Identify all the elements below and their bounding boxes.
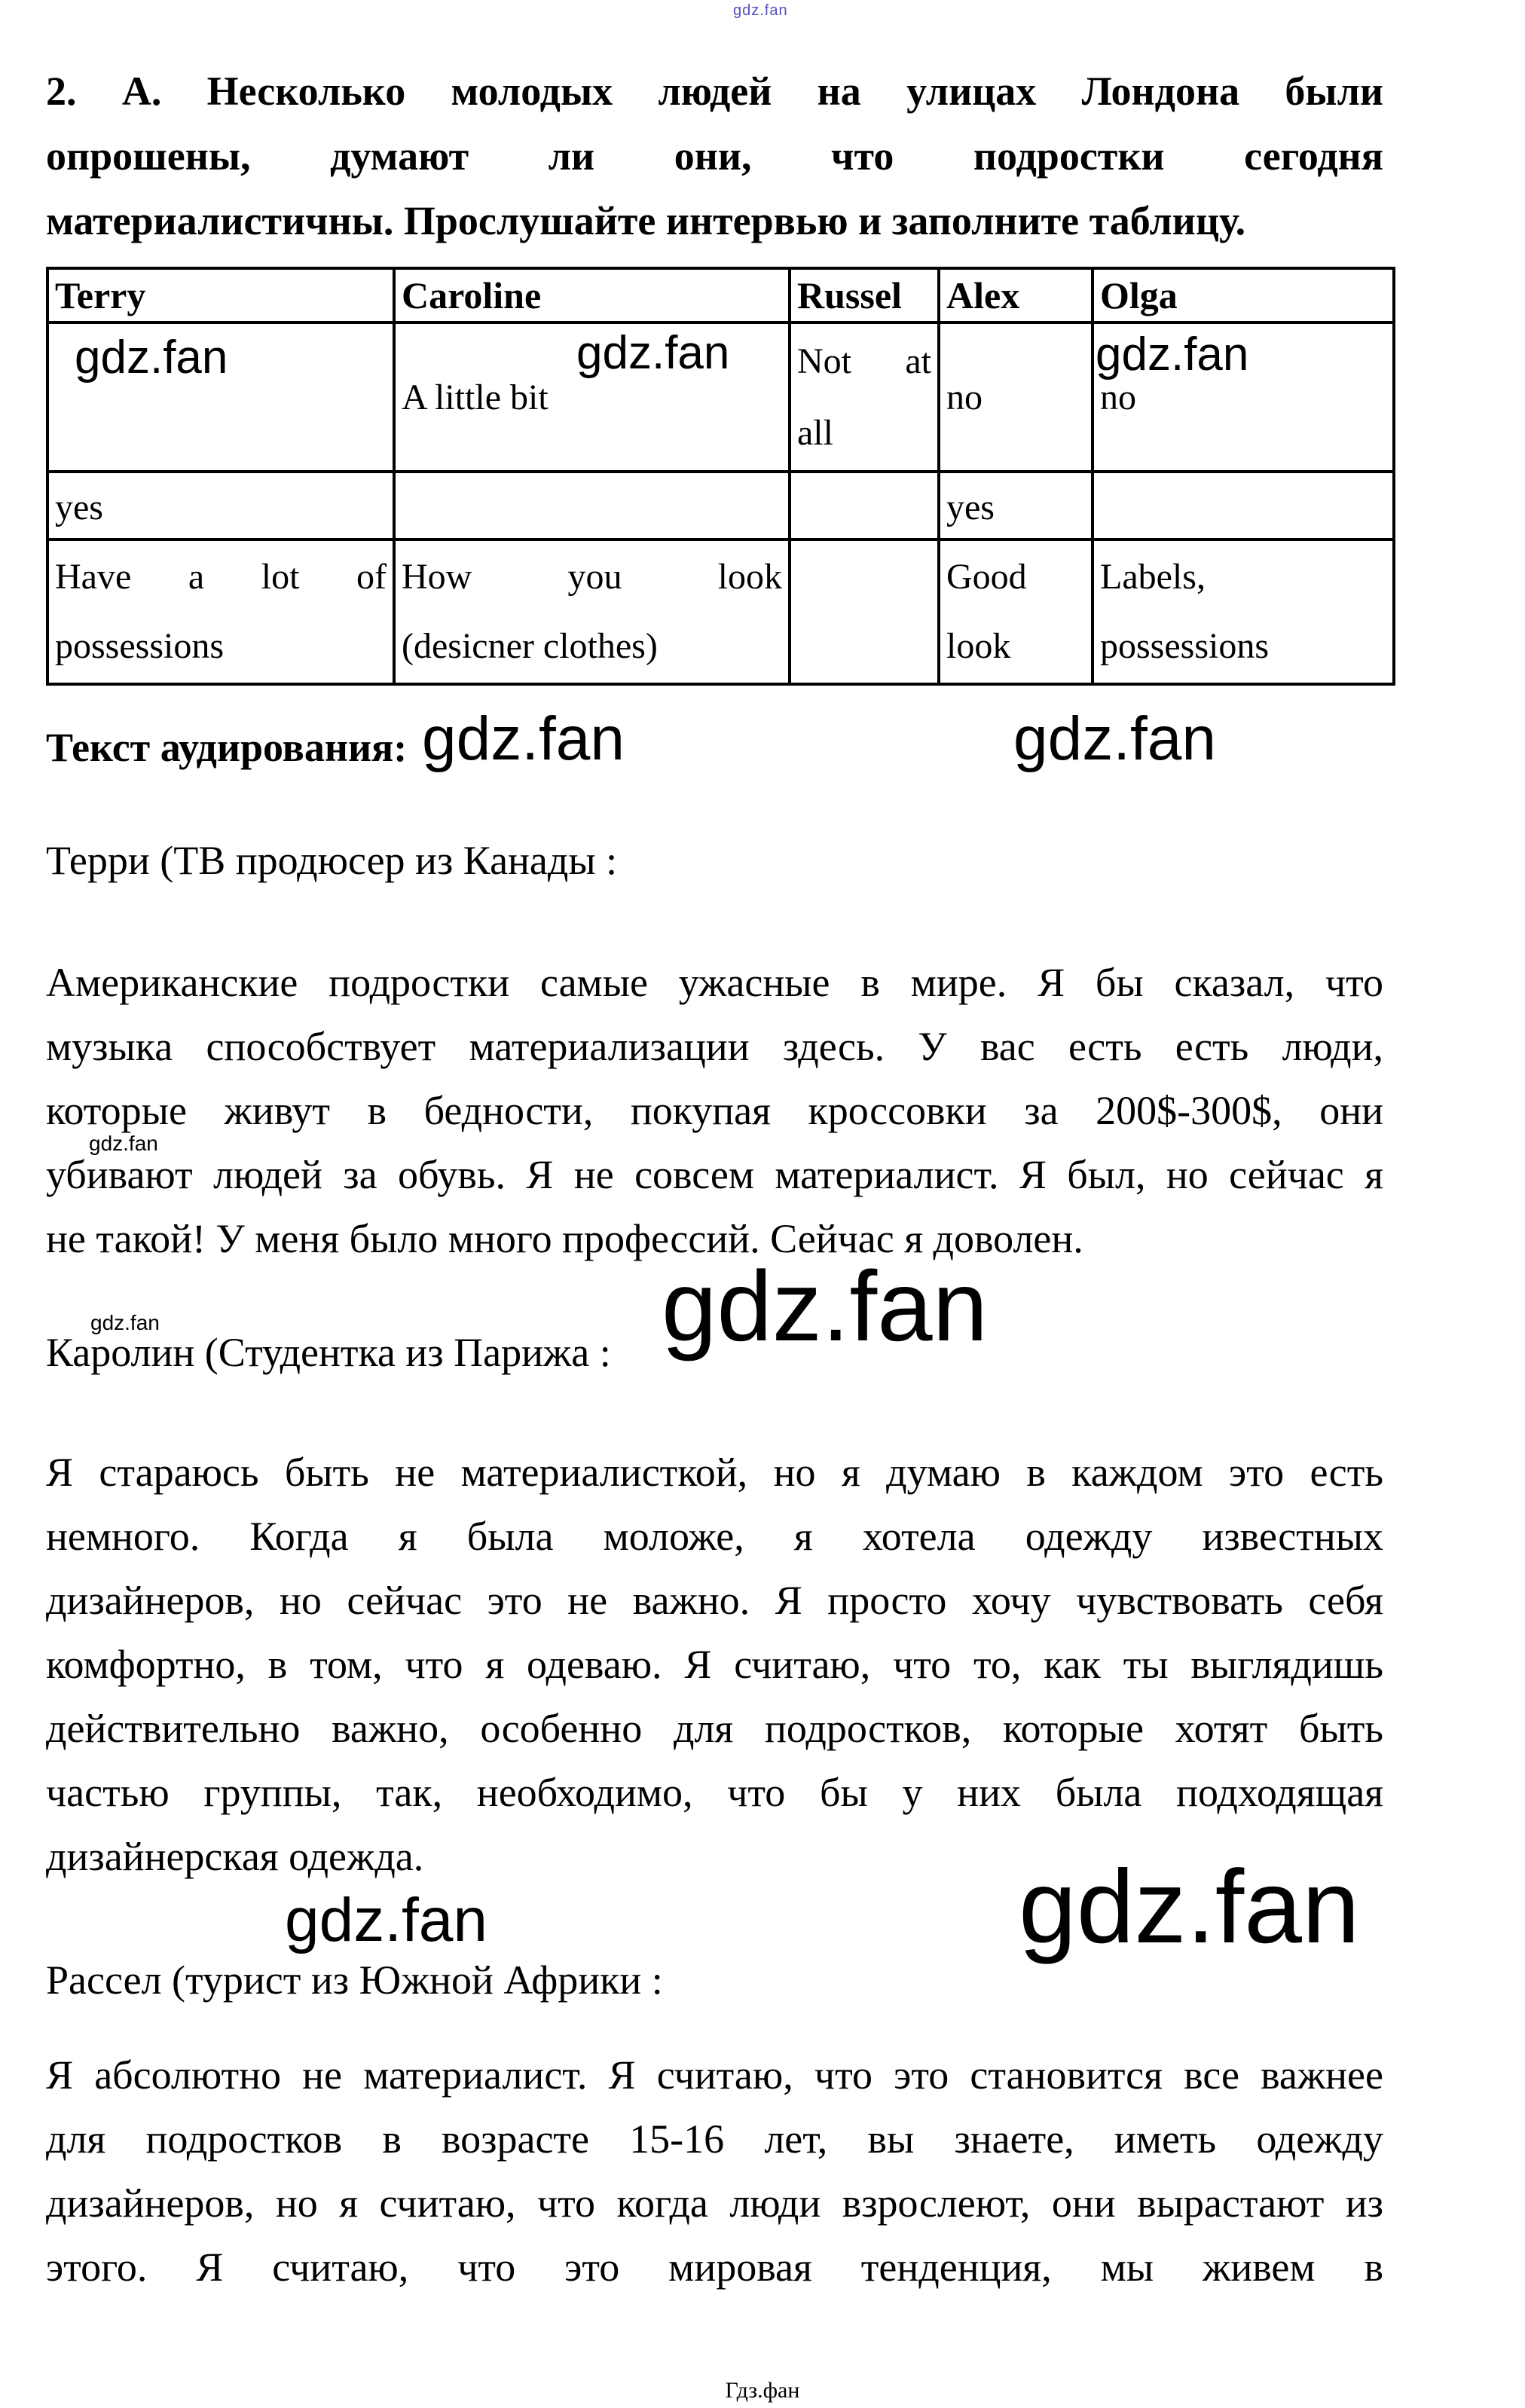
table-header-olga: Olga [1093, 268, 1394, 322]
watermark-top: gdz.fan [733, 2, 788, 19]
answers-table [46, 267, 1395, 686]
watermark-table-olga: gdz.fan [1096, 329, 1249, 380]
cell-russel-opinion: Not at all [790, 322, 939, 472]
cell-caroline-opinion [394, 322, 790, 472]
watermark-russel-big: gdz.fan [1019, 1849, 1360, 1965]
task-heading: 2. А. Несколько молодых людей на улицах Лондона были опрошены, думают ли они, что подростки сегодня материалистичны. Прослушайте интервью и заполните таблицу. [46, 69, 1383, 243]
table-header-terry: Terry [47, 268, 394, 322]
table-header-russel: Russel [790, 268, 939, 322]
table-row-reason [47, 539, 1394, 684]
watermark-russel-medium: gdz.fan [285, 1886, 487, 1954]
cell-terry-reason: Have a lot of possessions [47, 539, 394, 684]
terry-paragraph: Американские подростки самые ужасные в мире. Я бы сказал, что музыка способствует материализации здесь. У вас есть есть люди, которые живут в бедности, покупая кроссовки за 200$-300$, они убивают людей за обувь. Я не совсем материалист. Я был, но сейчас я не такой! У меня было много профессий. Сейчас я доволен. [46, 960, 1383, 1261]
table-header-alex: Alex [939, 268, 1093, 322]
cell-caroline-reason: How you look (desicner clothes) [394, 539, 790, 684]
speaker-caroline-label: Каролин (Студентка из Парижа : [46, 1330, 611, 1375]
cell-alex-opinion [939, 322, 1093, 472]
watermark-para1-small: gdz.fan [89, 1132, 158, 1155]
table-header-row [47, 268, 1394, 322]
cell-terry-opinion [47, 322, 394, 472]
olga-opinion-text: no [1100, 377, 1136, 417]
watermark-title-2: gdz.fan [1013, 704, 1216, 773]
watermark-title-1: gdz.fan [422, 704, 625, 773]
speaker-terry-label: Терри (ТВ продюсер из Канады : [46, 838, 618, 883]
cell-caroline-yes [394, 472, 790, 539]
watermark-table-caroline: gdz.fan [576, 327, 730, 379]
cell-olga-reason: Labels, possessions [1093, 539, 1394, 684]
table-header-caroline: Caroline [394, 268, 790, 322]
table-row-yes [47, 472, 1394, 539]
cell-olga-yes [1093, 472, 1394, 539]
watermark-caroline-big: gdz.fan [662, 1251, 988, 1361]
cell-russel-reason [790, 539, 939, 684]
alex-opinion-text: no [946, 377, 983, 417]
cell-russel-yes [790, 472, 939, 539]
table-row-opinion [47, 322, 1394, 472]
watermark-caroline-small: gdz.fan [90, 1311, 160, 1334]
russel-paragraph: Я абсолютно не материалист. Я считаю, что это становится все важнее для подростков в возрасте 15-16 лет, вы знаете, иметь одежду дизайнеров, но я считаю, что когда люди взрослеют, они вырастают из этого. Я считаю, что это мировая тенденция, мы живем в [46, 2052, 1383, 2290]
cell-alex-reason: Good look [939, 539, 1093, 684]
cell-terry-yes: yes [47, 472, 394, 539]
audio-script-title: Текст аудирования: [46, 725, 408, 770]
caroline-paragraph: Я стараюсь быть не материалисткой, но я думаю в каждом это есть немного. Когда я была моложе, я хотела одежду известных дизайнеров, но сейчас это не важно. Я просто хочу чувствовать себя комфортно, в том, что я одеваю. Я считаю, что то, как ты выглядишь действительно важно, особенно для подростков, которые хотят быть частью группы, так, необходимо, что бы у них была подходящая дизайнерская одежда. [46, 1450, 1383, 1879]
caroline-opinion-text: A little bit [402, 377, 549, 417]
watermark-table-terry: gdz.fan [75, 332, 228, 384]
footer-brand: Гдз.фан [725, 2378, 800, 2403]
cell-olga-opinion [1093, 322, 1394, 472]
speaker-russel-label: Рассел (турист из Южной Африки : [46, 1957, 663, 2003]
cell-alex-yes: yes [939, 472, 1093, 539]
